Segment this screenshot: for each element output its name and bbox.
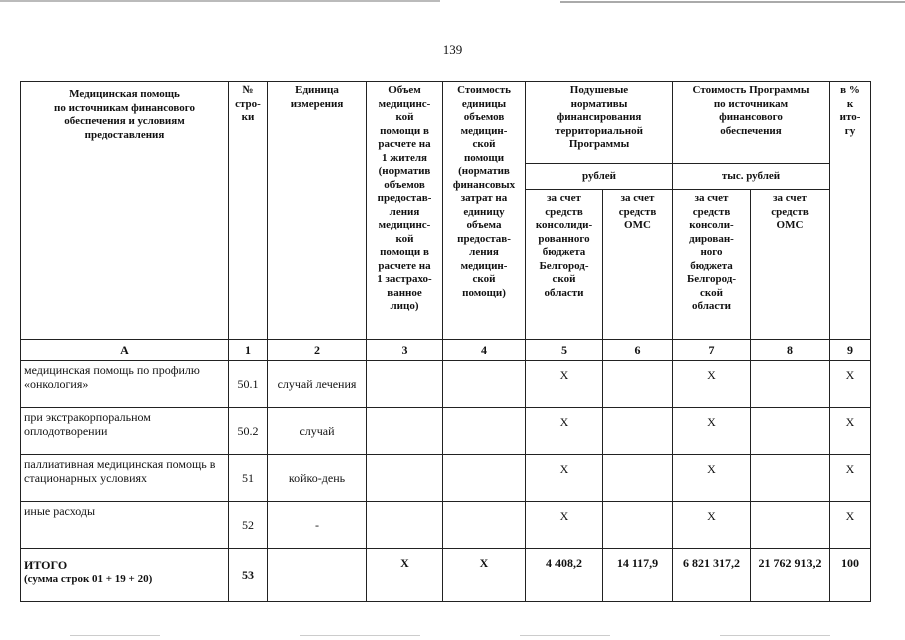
cell-col-9: Х xyxy=(830,502,871,549)
header-line: единицы xyxy=(461,97,507,110)
cell-col-5: Х xyxy=(526,455,603,502)
header-line: помощи в xyxy=(380,246,429,258)
header-line: медицинс- xyxy=(378,97,431,110)
header-line: единицу xyxy=(463,205,505,218)
total-col-6: 14 117,9 xyxy=(603,549,673,602)
header-line: ОМС xyxy=(624,219,651,231)
header-line: 1 застрахо- xyxy=(377,273,432,285)
column-number: А xyxy=(21,340,229,361)
cell-col-7: Х xyxy=(673,361,751,408)
header-line: ской xyxy=(552,273,576,285)
total-col-8: 21 762 913,2 xyxy=(751,549,830,602)
header-units-thousand-rubles: тыс. рублей xyxy=(673,164,830,190)
financing-table xyxy=(20,81,871,602)
header-line: в % xyxy=(840,84,860,96)
column-number: 9 xyxy=(830,340,871,361)
row-unit: - xyxy=(268,502,367,549)
header-line: ОМС xyxy=(776,219,804,231)
row-unit: случай лечения xyxy=(268,361,367,408)
header-col-3 xyxy=(367,82,443,340)
header-line: ного xyxy=(700,246,723,258)
column-number: 6 xyxy=(603,340,673,361)
header-line: за счет xyxy=(694,192,729,204)
header-line: Единица xyxy=(295,84,339,96)
header-line: по источникам xyxy=(713,97,789,110)
header-line: ской xyxy=(700,286,723,299)
total-col-7: 6 821 317,2 xyxy=(673,549,751,602)
header-line: обеспечения xyxy=(720,124,782,137)
header-line: финансового xyxy=(719,111,783,123)
header-line: расчете на xyxy=(378,259,431,272)
cell-col-7: Х xyxy=(673,408,751,455)
header-line: дирован- xyxy=(689,232,734,245)
header-col-1 xyxy=(229,82,268,340)
column-number: 4 xyxy=(443,340,526,361)
cell-col-7: Х xyxy=(673,455,751,502)
column-number-row xyxy=(21,340,871,361)
row-unit: случай xyxy=(268,408,367,455)
header-line: области xyxy=(544,286,584,299)
header-line: финансирования xyxy=(556,111,642,123)
header-col-7 xyxy=(673,190,751,340)
header-line: рованного xyxy=(538,232,590,245)
header-line: ления xyxy=(469,246,499,258)
column-number: 1 xyxy=(229,340,268,361)
cell-col-3 xyxy=(367,408,443,455)
header-line: предостав- xyxy=(457,232,511,245)
cell-col-8 xyxy=(751,408,830,455)
header-line: затрат на xyxy=(460,192,508,204)
header-line: Программы xyxy=(568,138,630,150)
header-line: консолиди- xyxy=(535,219,593,231)
header-line: Подушевые xyxy=(569,84,629,96)
header-line: расчете на xyxy=(378,138,431,150)
page-top-edge xyxy=(0,0,905,4)
header-col-4 xyxy=(443,82,526,340)
table-row xyxy=(21,502,871,549)
header-line: ванное xyxy=(387,286,422,299)
header-group-per-capita xyxy=(526,82,673,164)
header-col-a xyxy=(21,82,229,340)
header-line: бюджета xyxy=(690,259,733,272)
header-line: за счет xyxy=(620,192,655,204)
header-line: (норматив xyxy=(378,165,431,177)
header-col-6 xyxy=(603,190,673,340)
header-line: медицин- xyxy=(460,259,508,272)
total-line-number: 53 xyxy=(229,549,268,602)
cell-col-5: Х xyxy=(526,408,603,455)
header-col-8 xyxy=(751,190,830,340)
page-number: 139 xyxy=(442,42,463,57)
row-line-number: 50.2 xyxy=(229,408,268,455)
cell-col-9: Х xyxy=(830,361,871,408)
header-line: ито- xyxy=(839,111,861,123)
header-line: за счет xyxy=(547,192,581,204)
header-line: лицо) xyxy=(390,300,419,312)
row-unit: койко-день xyxy=(268,455,367,502)
header-line: 1 жителя xyxy=(382,151,427,164)
header-line: средств xyxy=(545,205,583,218)
header-line: финансовых xyxy=(452,178,516,191)
row-name: паллиативная медицинская помощь в стационарных условиях xyxy=(21,455,229,502)
cell-col-4 xyxy=(443,455,526,502)
cell-col-9: Х xyxy=(830,408,871,455)
cell-col-4 xyxy=(443,502,526,549)
cell-col-8 xyxy=(751,361,830,408)
cell-col-5: Х xyxy=(526,502,603,549)
table-row xyxy=(21,361,871,408)
table-row xyxy=(21,455,871,502)
page-bottom-edge xyxy=(0,635,905,636)
total-unit xyxy=(268,549,367,602)
header-line: кой xyxy=(395,232,414,245)
header-line: за счет xyxy=(773,192,807,204)
header-line: помощи) xyxy=(462,286,506,299)
header-line: объемов xyxy=(463,111,505,123)
header-line: Белгород- xyxy=(539,259,589,272)
row-line-number: 50.1 xyxy=(229,361,268,408)
header-units-rubles: рублей xyxy=(526,164,673,190)
cell-col-4 xyxy=(443,408,526,455)
cell-col-4 xyxy=(443,361,526,408)
cell-col-3 xyxy=(367,502,443,549)
cell-col-8 xyxy=(751,455,830,502)
total-row xyxy=(21,549,871,602)
total-col-4: Х xyxy=(443,549,526,602)
header-line: помощи xyxy=(463,151,505,164)
cell-col-5: Х xyxy=(526,361,603,408)
header-col-2 xyxy=(268,82,367,340)
row-line-number: 51 xyxy=(229,455,268,502)
header-line: ской xyxy=(472,273,496,285)
total-label: ИТОГО xyxy=(24,558,68,572)
header-group-program-cost xyxy=(673,82,830,164)
header-line: № xyxy=(242,84,254,96)
header-line: консоли- xyxy=(689,219,734,231)
header-line: объема xyxy=(466,219,502,231)
header-line: ки xyxy=(241,111,255,123)
column-number: 5 xyxy=(526,340,603,361)
row-name: при экстракорпоральном оплодотворении xyxy=(21,408,229,455)
header-line: стро- xyxy=(235,97,261,110)
column-number: 7 xyxy=(673,340,751,361)
cell-col-6 xyxy=(603,408,673,455)
row-name: медицинская помощь по профилю «онкология» xyxy=(21,361,229,408)
header-line: средств xyxy=(692,205,731,218)
header-col-9 xyxy=(830,82,871,340)
header-line: Стоимость xyxy=(457,84,511,96)
header-line: средств xyxy=(771,205,809,218)
cell-col-3 xyxy=(367,361,443,408)
total-col-3: Х xyxy=(367,549,443,602)
cell-col-8 xyxy=(751,502,830,549)
header-line: измерения xyxy=(290,97,344,110)
row-name: иные расходы xyxy=(21,502,229,549)
total-col-5: 4 408,2 xyxy=(526,549,603,602)
header-line: бюджета xyxy=(542,246,586,258)
column-number: 8 xyxy=(751,340,830,361)
header-line: Медицинская помощь xyxy=(69,88,180,100)
column-number: 3 xyxy=(367,340,443,361)
header-line: объемов xyxy=(384,178,425,191)
header-line: предоставления xyxy=(84,128,165,141)
header-line: кой xyxy=(395,111,414,123)
header-line: (норматив xyxy=(458,165,510,177)
column-number: 2 xyxy=(268,340,367,361)
header-line: обеспечения и условиям xyxy=(64,115,185,127)
header-line: предостав- xyxy=(377,192,432,204)
total-subtitle: (сумма строк 01 + 19 + 20) xyxy=(24,573,153,585)
header-line: средств xyxy=(618,205,657,218)
cell-col-6 xyxy=(603,455,673,502)
cell-col-3 xyxy=(367,455,443,502)
header-line: помощи в xyxy=(380,124,429,137)
cell-col-6 xyxy=(603,361,673,408)
header-line: Стоимость Программы xyxy=(692,84,810,96)
header-line: Белгород- xyxy=(686,273,737,285)
header-line: медицин- xyxy=(460,124,508,137)
header-line: по источникам финансового xyxy=(54,101,195,114)
header-line: медицинс- xyxy=(378,219,431,231)
header-line: к xyxy=(846,97,854,110)
header-line: нормативы xyxy=(570,97,628,110)
header-line: ской xyxy=(472,138,496,150)
table-row xyxy=(21,408,871,455)
total-col-9: 100 xyxy=(830,549,871,602)
header-line: территориальной xyxy=(555,124,643,137)
header-col-5 xyxy=(526,190,603,340)
cell-col-9: Х xyxy=(830,455,871,502)
header-line: Объем xyxy=(388,84,421,96)
header-line: области xyxy=(691,300,732,312)
row-line-number: 52 xyxy=(229,502,268,549)
header-line: ления xyxy=(389,205,420,218)
cell-col-7: Х xyxy=(673,502,751,549)
header-line: гу xyxy=(844,124,856,137)
cell-col-6 xyxy=(603,502,673,549)
